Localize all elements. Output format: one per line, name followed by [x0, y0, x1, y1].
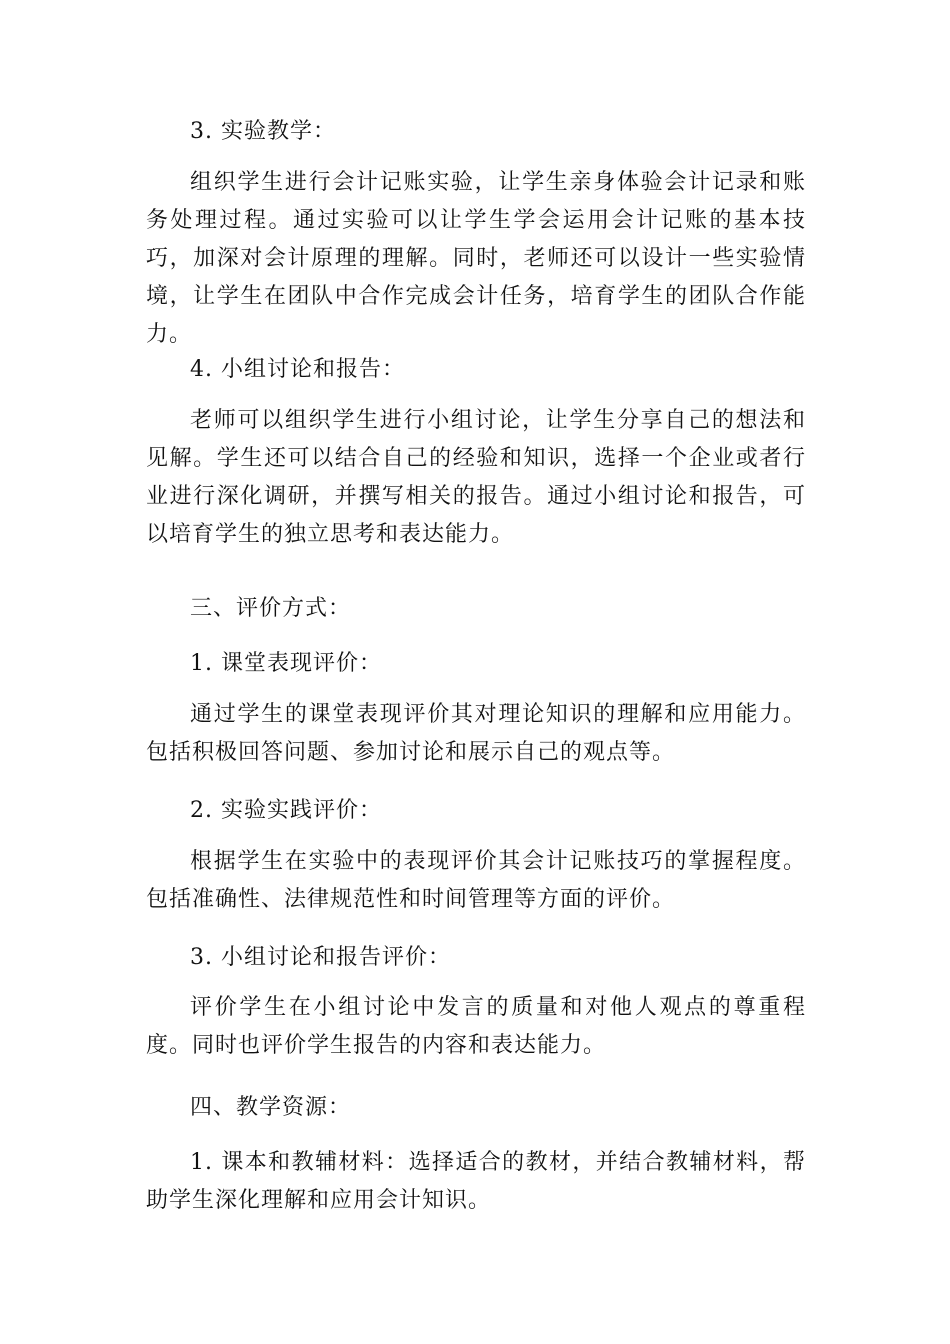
paragraph-experiment-teaching: 组织学生进行会计记账实验，让学生亲身体验会计记录和账务处理过程。通过实验可以让学生学会运用会计记账的基本技巧，加深对会计原理的理解。同时，老师还可以设计一些实验情境，让学生在团队中合作完成会计任务，培育学生的团队合作能力。 [146, 170, 806, 347]
heading-group-discussion: 4. 小组讨论和报告： [190, 357, 405, 382]
paragraph-group-discussion: 老师可以组织学生进行小组讨论，让学生分享自己的想法和见解。学生还可以结合自己的经验和知识，选择一个企业或者行业进行深化调研，并撰写相关的报告。通过小组讨论和报告，可以培育学生的独立思考和表达能力。 [146, 408, 806, 547]
heading-evaluation-methods: 三、评价方式： [190, 596, 352, 621]
paragraph-textbooks: 1. 课本和教辅材料：选择适合的教材，并结合教辅材料，帮助学生深化理解和应用会计知识。 [146, 1150, 806, 1213]
paragraph-discussion-report-evaluation: 评价学生在小组讨论中发言的质量和对他人观点的尊重程度。同时也评价学生报告的内容和表达能力。 [146, 995, 806, 1058]
heading-experiment-teaching: 3. 实验教学： [190, 119, 336, 144]
heading-experiment-practice-evaluation: 2. 实验实践评价： [190, 798, 382, 823]
paragraph-classroom-evaluation: 通过学生的课堂表现评价其对理论知识的理解和应用能力。包括积极回答问题、参加讨论和展示自己的观点等。 [146, 702, 806, 765]
heading-discussion-report-evaluation: 3. 小组讨论和报告评价： [190, 945, 451, 970]
heading-teaching-resources: 四、教学资源： [190, 1095, 352, 1120]
heading-classroom-evaluation: 1. 课堂表现评价： [190, 651, 382, 676]
paragraph-experiment-practice-evaluation: 根据学生在实验中的表现评价其会计记账技巧的掌握程度。包括准确性、法律规范性和时间管理等方面的评价。 [146, 849, 806, 912]
